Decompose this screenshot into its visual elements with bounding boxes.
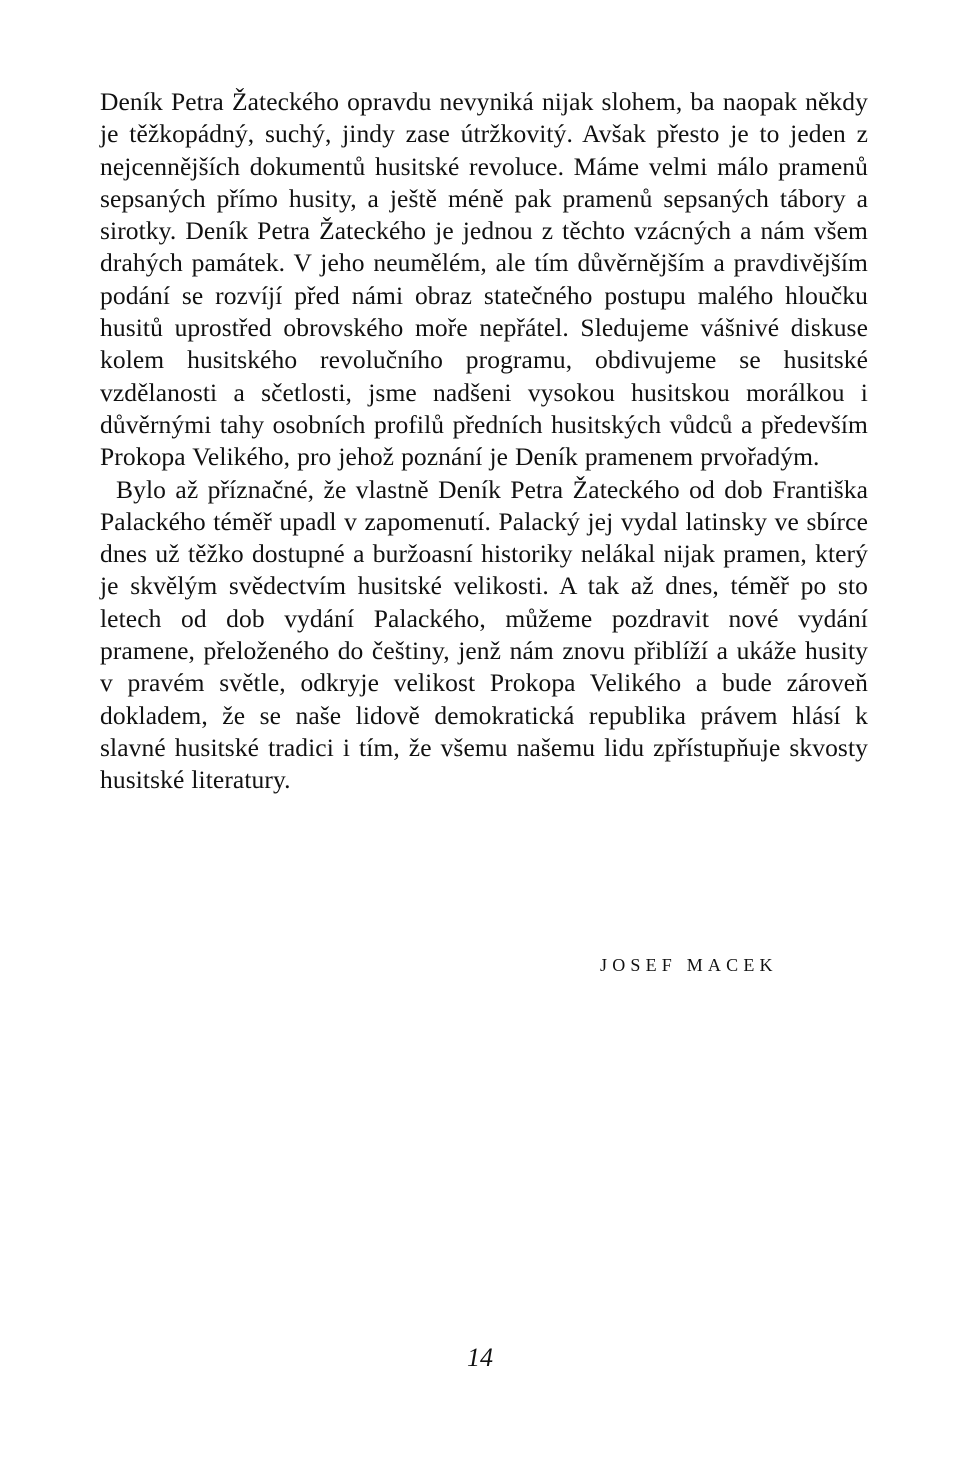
paragraph-1: Deník Petra Žateckého opravdu nevyniká nijak slohem, ba naopak někdy je těžkopádný, suchý, jindy zase útržkovitý. Avšak přesto je to jeden z nejcennějších dokumentů husitské revoluce. Máme velmi málo pramenů sepsaných přímo husity, a ještě méně pak pramenů sepsaných tábory a sirotky. Deník Petra Žateckého je jednou z těchto vzácných a nám všem drahých památek. V jeho neumělém, ale tím důvěrnějším a pravdivějším podání se rozvíjí před námi obraz statečného postupu malého hloučku husitů uprostřed obrovského moře nepřátel. Sledujeme vášnivé diskuse kolem husitského revolučního programu, obdivujeme se husitské vzdělanosti a sčetlosti, jsme nadšeni vysokou husitskou morálkou i důvěrnými tahy osobních profilů předních husitských vůdců a především Prokopa Velikého, pro jehož poznání je Deník pramenem prvořadým.: [100, 87, 868, 472]
paragraph-2: Bylo až příznačné, že vlastně Deník Petra Žateckého od dob Františka Palackého téměř upadl v zapomenutí. Palacký jej vydal latinsky ve sbírce dnes už těžko dostupné a buržoasní historiky nelákal nijak pramen, který je skvělým svědectvím husitské velikosti. A tak až dnes, téměř po sto letech od dob vydání Palackého, můžeme pozdravit nové vydání pramene, přeloženého do češtiny, jenž nám znovu přiblíží a ukáže husity v pravém světle, odkryje velikost Prokopa Velikého a bude zároveň dokladem, že se naše lidově demokratická republika právem hlásí k slavné husitské tradici i tím, že všemu našemu lidu zpřístupňuje skvosty husitské literatury.: [100, 474, 868, 795]
body-text: [100, 86, 868, 797]
page-number: 14: [467, 1343, 493, 1372]
author-signature: JOSEF MACEK: [600, 955, 778, 975]
